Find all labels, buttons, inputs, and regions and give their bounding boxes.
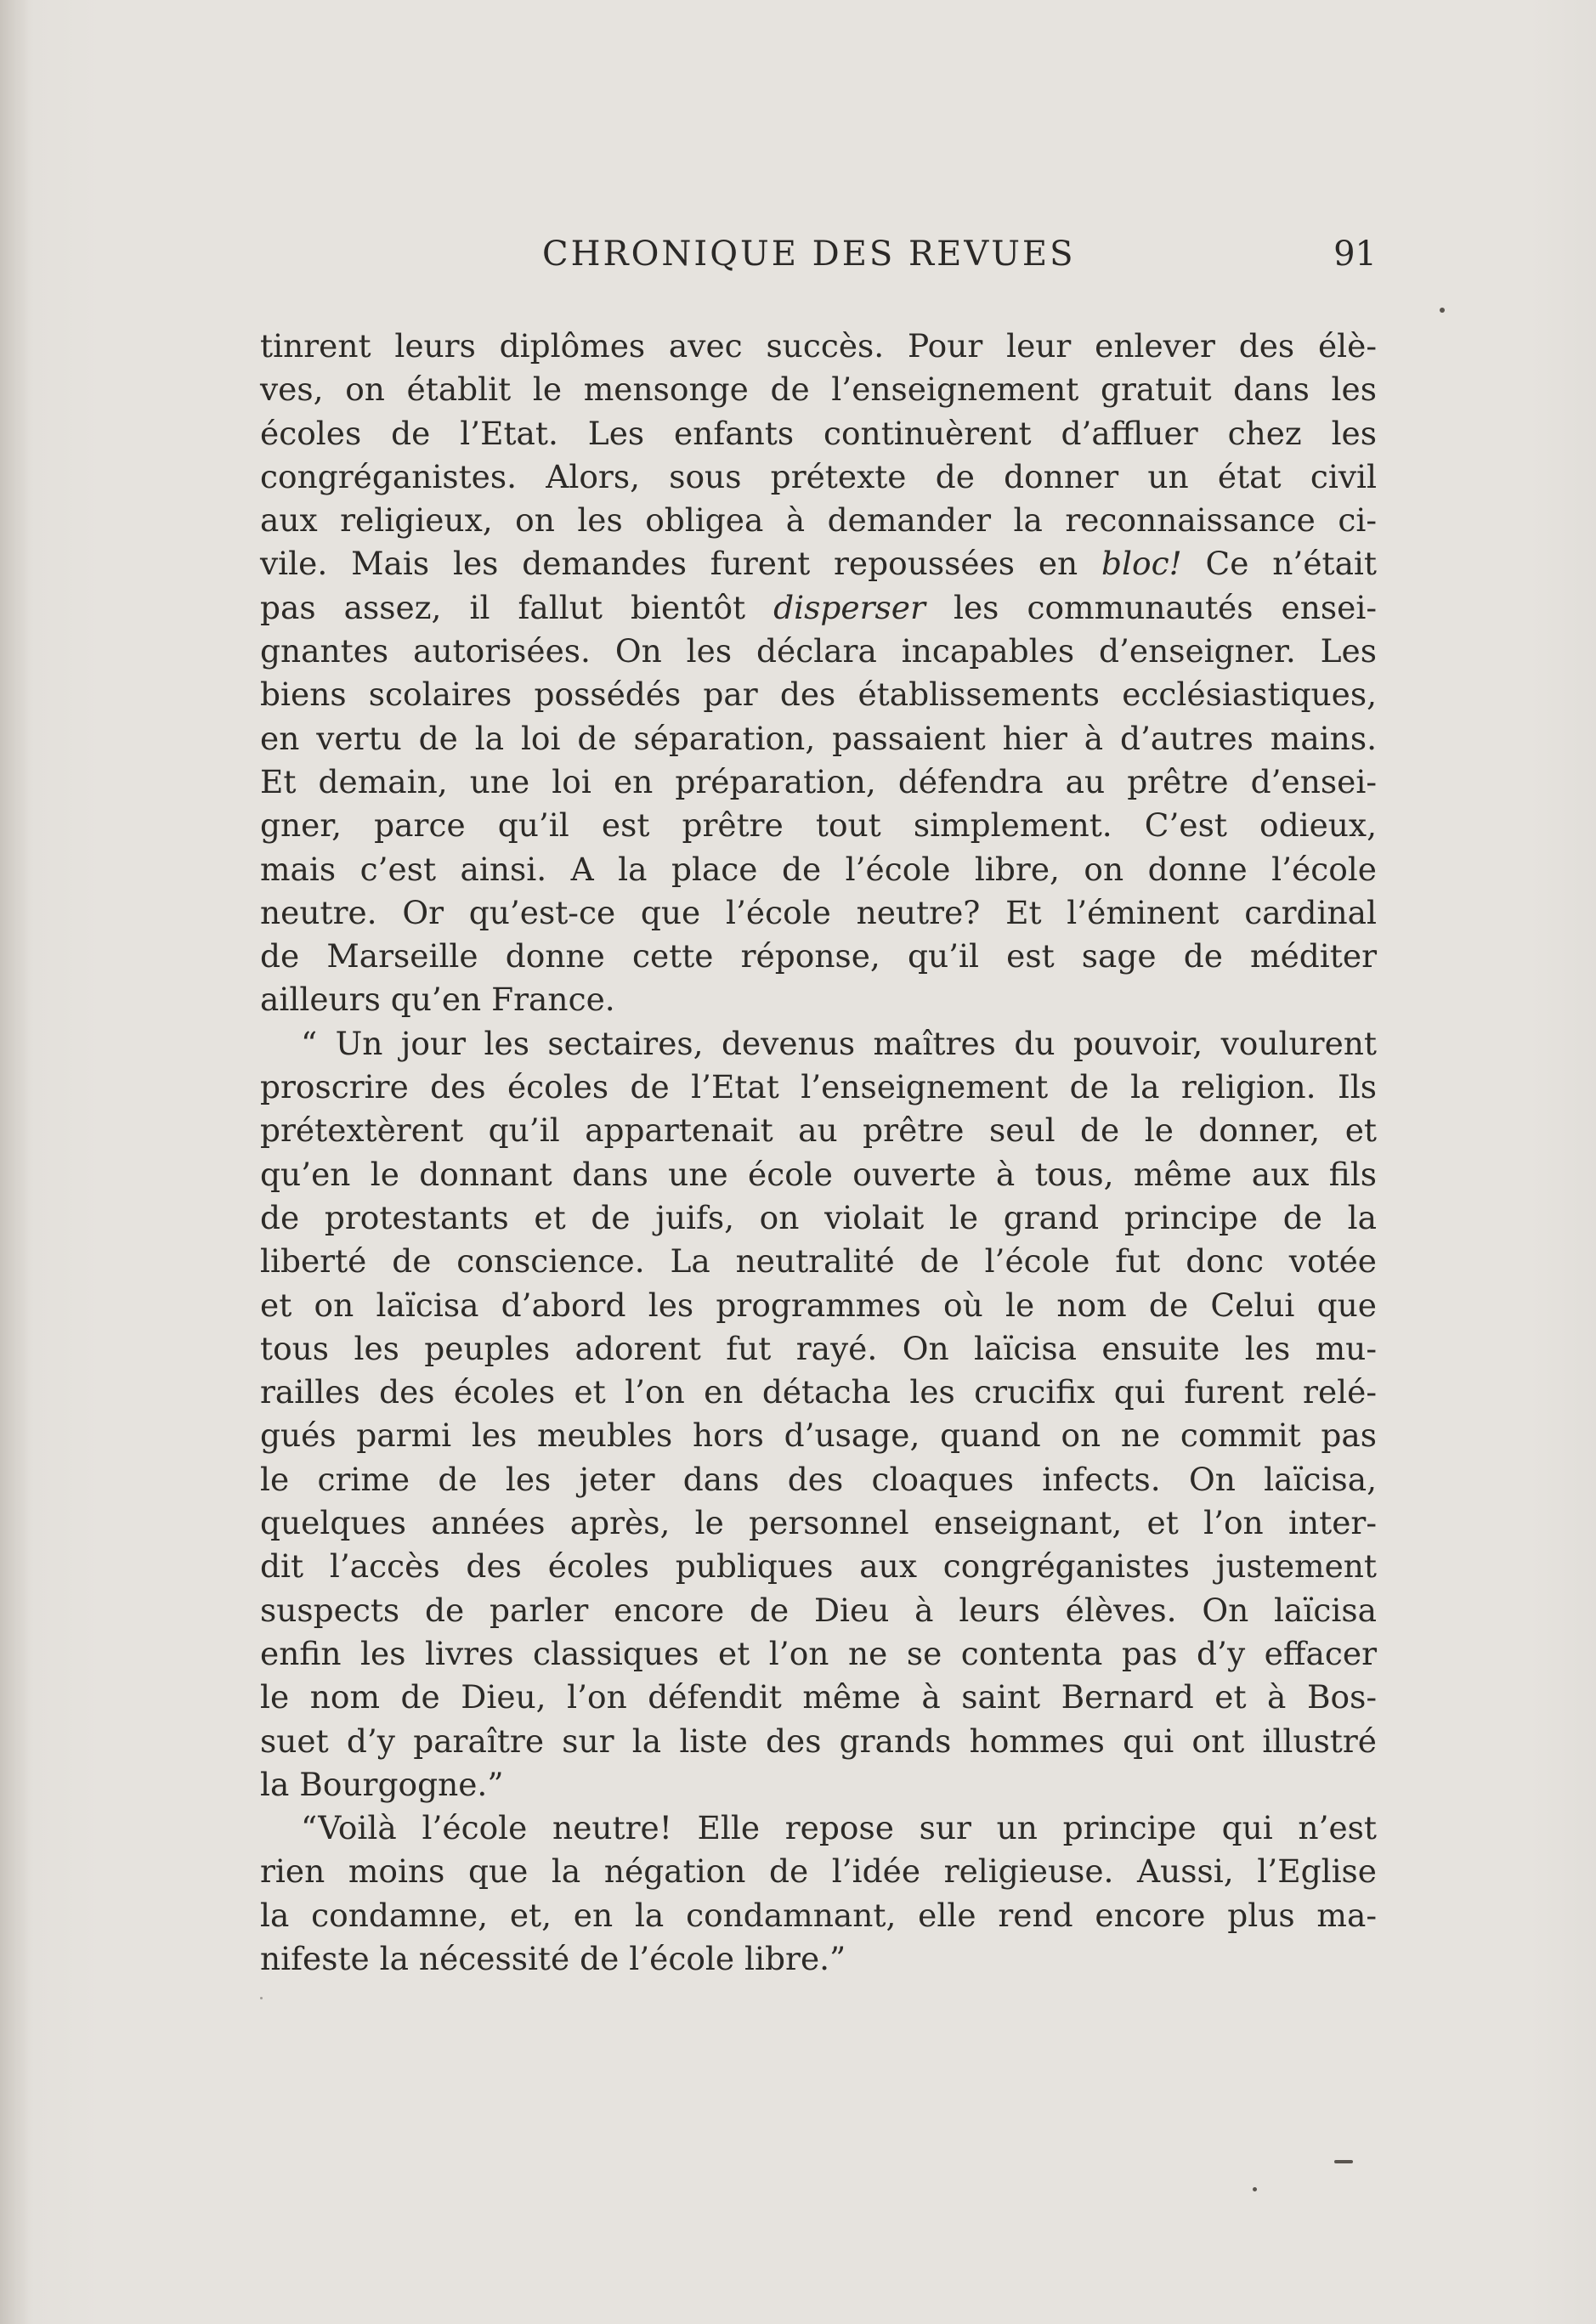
text-line — [260, 542, 1377, 585]
text-line: écoles de l’Etat. Les enfants continuèrent d’affluer chez les — [260, 414, 1377, 452]
text-line: “Voilà l’école neutre! Elle repose sur un principe qui n’est — [301, 1809, 1377, 1847]
text-run: vile. Mais les demandes furent repoussées en — [260, 545, 1102, 583]
running-head: CHRONIQUE DES REVUES — [542, 235, 1076, 274]
text-line: neutre. Or qu’est-ce que l’école neutre? Et l’éminent cardinal — [260, 893, 1377, 931]
text-line: biens scolaires possédés par des établissements ecclésiastiques, — [260, 676, 1377, 714]
text-line — [260, 586, 1377, 630]
text-line: gnantes autorisées. On les déclara incapables d’enseigner. Les — [260, 632, 1377, 670]
text-line: ves, on établit le mensonge de l’enseignement gratuit dans les — [260, 370, 1377, 409]
paper-speck — [1253, 2187, 1257, 2191]
text-line: tinrent leurs diplômes avec succès. Pour leur enlever des élè- — [260, 327, 1377, 365]
italic-word: disperser — [773, 588, 925, 626]
text-line: qu’en le donnant dans une école ouverte à tous, même aux fils — [260, 1155, 1377, 1193]
text-line: congréganistes. Alors, sous prétexte de donner un état civil — [260, 457, 1377, 495]
text-line: mais c’est ainsi. A la place de l’école libre, on donne l’école — [260, 850, 1377, 888]
text-run: pas assez, il fallut bientôt — [260, 588, 774, 626]
text-line: ailleurs qu’en France. — [260, 981, 615, 1019]
text-line: tous les peuples adorent fut rayé. On laïcisa ensuite les mu- — [260, 1329, 1377, 1367]
text-line: railles des écoles et l’on en détacha les crucifix qui furent relé- — [260, 1373, 1377, 1411]
text-line: Et demain, une loi en préparation, défendra au prêtre d’ensei- — [260, 762, 1377, 800]
text-line: proscrire des écoles de l’Etat l’enseignement de la religion. Ils — [260, 1068, 1377, 1106]
text-line: le crime de les jeter dans des cloaques infects. On laïcisa, — [260, 1460, 1377, 1498]
page-header — [260, 235, 1377, 282]
paper-speck — [1440, 308, 1445, 313]
text-line: nifeste la nécessité de l’école libre.” — [260, 1939, 846, 1977]
text-line: le nom de Dieu, l’on défendit même à saint Bernard et à Bos- — [260, 1678, 1377, 1716]
text-line: en vertu de la loi de séparation, passaient hier à d’autres mains. — [260, 719, 1377, 757]
text-run: Ce n’était — [1181, 545, 1377, 583]
text-line: gner, parce qu’il est prêtre tout simplement. C’est odieux, — [260, 806, 1377, 845]
text-line: gués parmi les meubles hors d’usage, quand on ne commit pas — [260, 1416, 1377, 1455]
text-line: suet d’y paraître sur la liste des grands hommes qui ont illustré — [260, 1722, 1377, 1760]
paper-speck — [1334, 2160, 1353, 2163]
text-line: prétextèrent qu’il appartenait au prêtre seul de le donner, et — [260, 1111, 1377, 1150]
paper-speck — [260, 1997, 263, 1999]
text-line: de protestants et de juifs, on violait le grand principe de la — [260, 1198, 1377, 1236]
page-binding-edge — [0, 0, 29, 2324]
text-line: liberté de conscience. La neutralité de l’école fut donc votée — [260, 1242, 1377, 1281]
text-line: aux religieux, on les obligea à demander la reconnaissance ci- — [260, 501, 1377, 540]
text-line: dit l’accès des écoles publiques aux congréganistes justement — [260, 1547, 1377, 1586]
body-text — [260, 325, 1377, 1981]
italic-word: bloc! — [1101, 545, 1182, 583]
text-line: quelques années après, le personnel enseignant, et l’on inter- — [260, 1504, 1377, 1542]
text-run: les communautés ensei- — [925, 588, 1377, 626]
text-line: enfin les livres classiques et l’on ne se contenta pas d’y effacer — [260, 1634, 1377, 1672]
text-line: “ Un jour les sectaires, devenus maîtres du pouvoir, voulurent — [301, 1024, 1377, 1062]
text-line: suspects de parler encore de Dieu à leurs élèves. On laïcisa — [260, 1591, 1377, 1629]
page-number: 91 — [1333, 235, 1377, 274]
text-line: la condamne, et, en la condamnant, elle rend encore plus ma- — [260, 1896, 1377, 1934]
text-line: et on laïcisa d’abord les programmes où le nom de Celui que — [260, 1286, 1377, 1324]
text-line: rien moins que la négation de l’idée religieuse. Aussi, l’Eglise — [260, 1852, 1377, 1891]
text-line: de Marseille donne cette réponse, qu’il est sage de méditer — [260, 937, 1377, 975]
text-line: la Bourgogne.” — [260, 1765, 504, 1803]
